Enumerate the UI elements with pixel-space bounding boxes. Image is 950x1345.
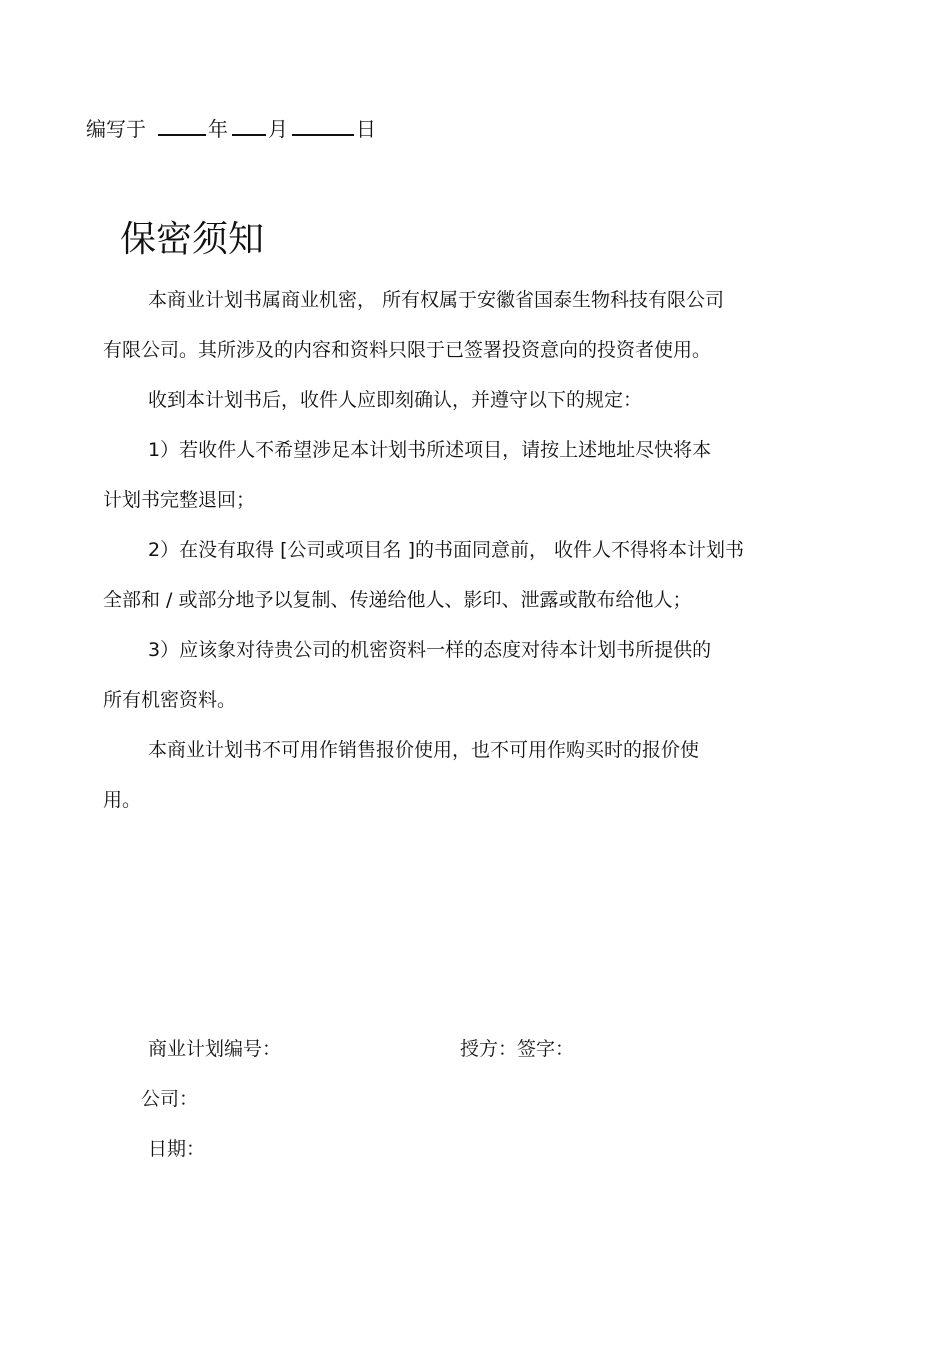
day-blank: [292, 116, 354, 136]
rule-3-line: 所有机密资料。: [103, 689, 237, 711]
confidentiality-title: 保密须知: [120, 219, 265, 260]
written-prefix: 编写于: [86, 117, 146, 141]
rule-2-line: 2）在没有取得 [公司或项目名 ]的书面同意前， 收件人不得将本计划书: [148, 539, 745, 561]
rule-3-line: 3）应该象对待贵公司的机密资料一样的态度对待本计划书所提供的: [148, 639, 712, 661]
rule-1-line: 1）若收件人不希望涉足本计划书所述项目，请按上述地址尽快将本: [148, 439, 712, 461]
date-label: 日期：: [148, 1138, 206, 1160]
grantor-signature-label: 授方：签字：: [460, 1038, 575, 1060]
notice-paragraph-line: 用。: [103, 789, 142, 811]
year-label: 年: [208, 117, 228, 141]
notice-paragraph-line: 本商业计划书不可用作销售报价使用，也不可用作购买时的报价使: [148, 739, 700, 761]
day-label: 日: [356, 117, 376, 141]
plan-number-label: 商业计划编号：: [148, 1038, 282, 1060]
notice-paragraph-line: 收到本计划书后，收件人应即刻确认，并遵守以下的规定：: [148, 389, 643, 411]
month-label: 月: [268, 117, 288, 141]
rule-2-line: 全部和 / 或部分地予以复制、传递给他人、影印、泄露或散布给他人；: [103, 589, 692, 611]
company-label: 公司：: [141, 1088, 199, 1110]
notice-paragraph-line: 有限公司。其所涉及的内容和资料只限于已签署投资意向的投资者使用。: [103, 339, 712, 361]
year-blank: [158, 116, 206, 136]
notice-paragraph-line: 本商业计划书属商业机密， 所有权属于安徽省国泰生物科技有限公司: [148, 289, 725, 311]
written-date-line: [86, 116, 376, 141]
rule-1-line: 计划书完整退回；: [103, 489, 256, 511]
month-blank: [232, 116, 266, 136]
